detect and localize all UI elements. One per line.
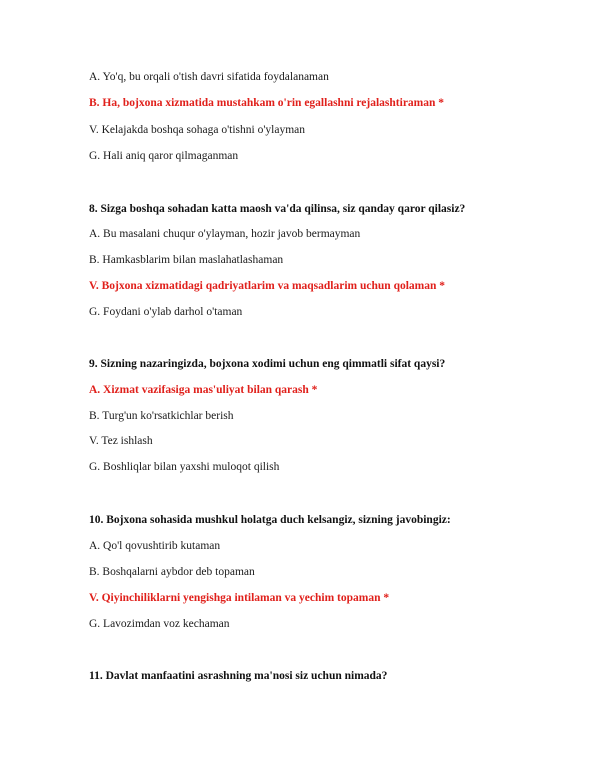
option-7b-correct: B. Ha, bojxona xizmatida mustahkam o'rin egallashni rejalashtiraman * — [89, 97, 445, 109]
question-11: 11. Davlat manfaatini asrashning ma'nosi siz uchun nimada? — [89, 670, 388, 682]
option-8v-correct: V. Bojxona xizmatidagi qadriyatlarim va maqsadlarim uchun qolaman * — [89, 280, 446, 292]
option-10a: A. Qo'l qovushtirib kutaman — [89, 540, 221, 552]
option-10v-correct: V. Qiyinchiliklarni yengishga intilaman va yechim topaman * — [89, 592, 390, 604]
option-8b: B. Hamkasblarim bilan maslahatlashaman — [89, 254, 284, 266]
option-7g: G. Hali aniq qaror qilmaganman — [89, 150, 239, 162]
option-9g: G. Boshliqlar bilan yaxshi muloqot qilish — [89, 461, 280, 473]
option-10b: B. Boshqalarni aybdor deb topaman — [89, 566, 255, 578]
option-7a: A. Yo'q, bu orqali o'tish davri sifatida foydalanaman — [89, 71, 329, 83]
option-8a: A. Bu masalani chuqur o'ylayman, hozir javob bermayman — [89, 228, 361, 240]
question-10: 10. Bojxona sohasida mushkul holatga duch kelsangiz, sizning javobingiz: — [89, 514, 451, 526]
option-10g: G. Lavozimdan voz kechaman — [89, 618, 230, 630]
question-9: 9. Sizning nazaringizda, bojxona xodimi uchun eng qimmatli sifat qaysi? — [89, 358, 446, 370]
option-8g: G. Foydani o'ylab darhol o'taman — [89, 306, 243, 318]
question-8: 8. Sizga boshqa sohadan katta maosh va'da qilinsa, siz qanday qaror qilasiz? — [89, 203, 466, 215]
option-7v: V. Kelajakda boshqa sohaga o'tishni o'ylayman — [89, 124, 306, 136]
option-9a-correct: A. Xizmat vazifasiga mas'uliyat bilan qarash * — [89, 384, 318, 396]
option-9b: B. Turg'un ko'rsatkichlar berish — [89, 410, 234, 422]
option-9v: V. Tez ishlash — [89, 435, 153, 447]
